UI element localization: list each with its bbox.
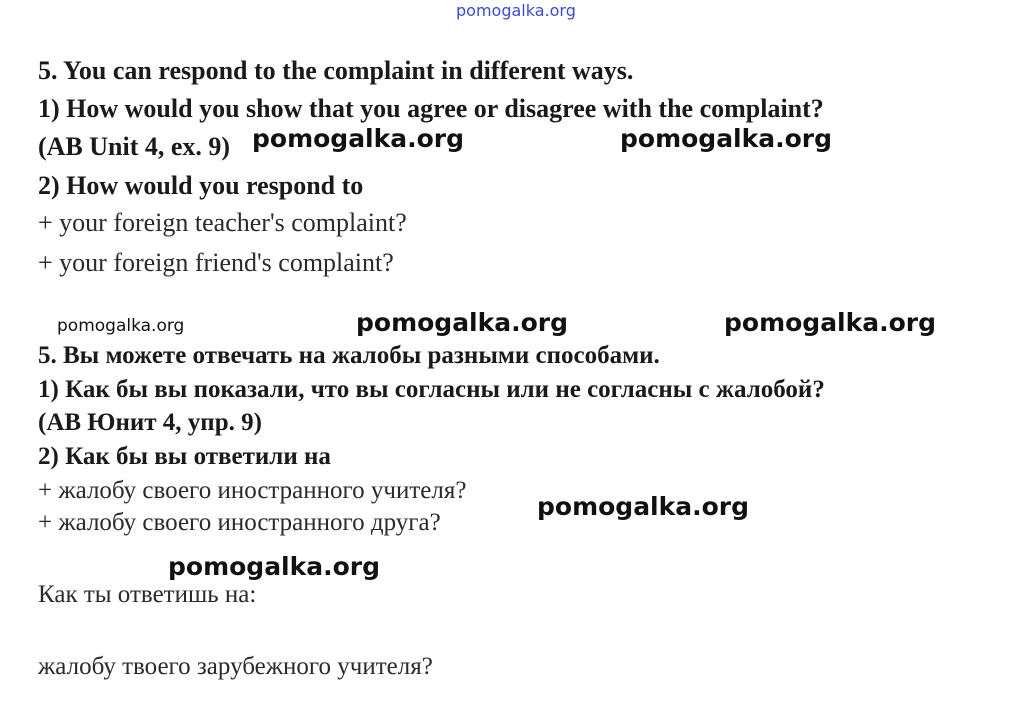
- english-item-2: + your foreign friend's complaint?: [38, 248, 394, 277]
- english-question-2: 2) How would you respond to: [38, 171, 364, 200]
- watermark: pomogalka.org: [537, 492, 750, 521]
- russian-heading: 5. Вы можете отвечать на жалобы разными способами.: [38, 342, 660, 369]
- extra-question: Как ты ответишь на:: [38, 581, 257, 608]
- russian-question-2: 2) Как бы вы ответили на: [38, 443, 331, 470]
- watermark: pomogalka.org: [724, 308, 937, 337]
- watermark: pomogalka.org: [252, 124, 465, 153]
- russian-item-2: + жалобу своего иностранного друга?: [38, 509, 441, 536]
- russian-question-1: 1) Как бы вы показали, что вы согласны или не согласны с жалобой?: [38, 376, 825, 403]
- watermark-top: pomogalka.org: [456, 1, 576, 20]
- watermark: pomogalka.org: [57, 316, 185, 336]
- watermark: pomogalka.org: [168, 552, 381, 581]
- english-question-1: 1) How would you show that you agree or disagree with the complaint?: [38, 94, 824, 123]
- extra-answer: жалобу твоего зарубежного учителя?: [38, 653, 433, 680]
- watermark: pomogalka.org: [620, 124, 833, 153]
- english-item-1: + your foreign teacher's complaint?: [38, 208, 407, 237]
- english-heading: 5. You can respond to the complaint in different ways.: [38, 56, 634, 85]
- watermark: pomogalka.org: [356, 308, 569, 337]
- russian-item-1: + жалобу своего иностранного учителя?: [38, 477, 467, 504]
- english-question-1-reference: (AB Unit 4, ex. 9): [38, 132, 231, 161]
- russian-question-1-reference: (АВ Юнит 4, упр. 9): [38, 409, 262, 436]
